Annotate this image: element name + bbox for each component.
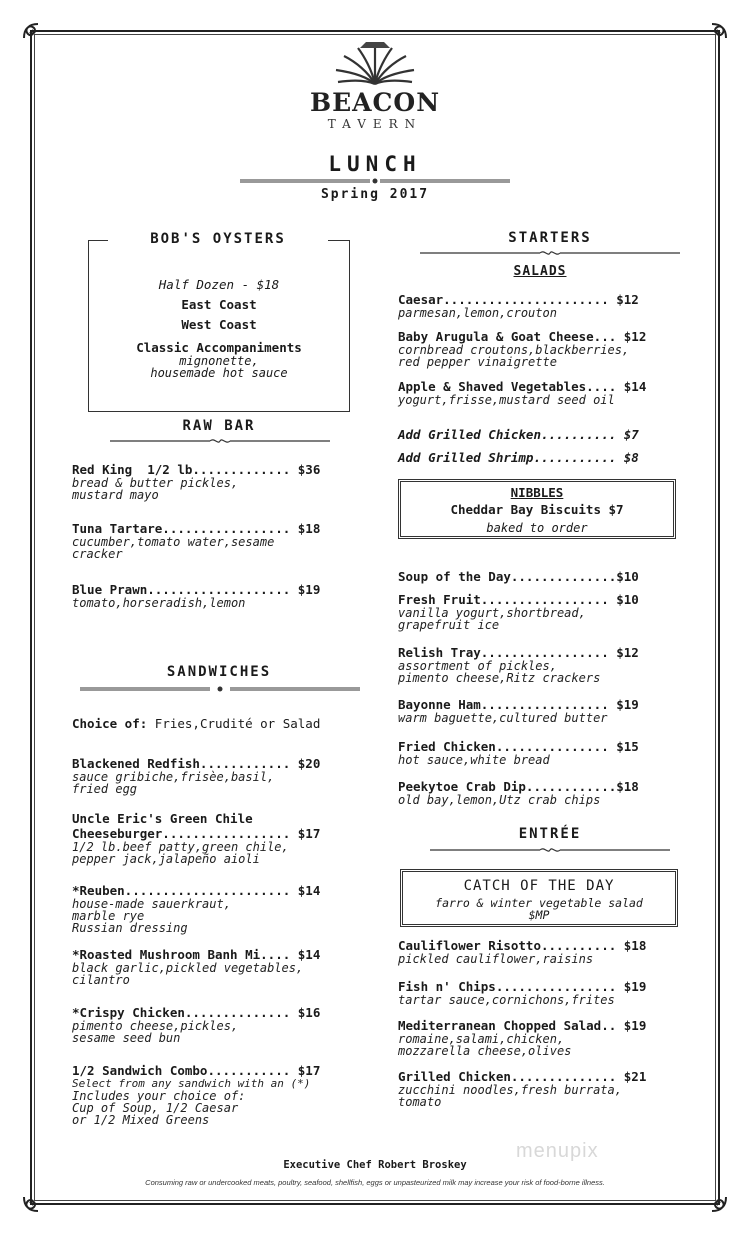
- entree-item: Grilled Chicken.............. $21 zucchini noodles,fresh burrata, tomato: [398, 1069, 647, 1109]
- catch-price: $MP: [528, 908, 550, 922]
- food-safety-note: Consuming raw or undercooked meats, poultry, seafood, shellfish, eggs or unpasteurized milk may increase your risk of food-borne illness.: [145, 1178, 605, 1187]
- sandwich-item: Uncle Eric's Green Chile Cheeseburger................. $17 1/2 lb.beef patty,green chile, pepper jack,jalapeño aioli: [72, 811, 321, 866]
- raw-bar-item: Blue Prawn................... $19 tomato,horseradish,lemon: [72, 582, 321, 610]
- entree-item: Mediterranean Chopped Salad.. $19 romaine,salami,chicken, mozzarella cheese,olives: [398, 1018, 647, 1058]
- sandwich-combo: 1/2 Sandwich Combo........... $17 Select from any sandwich with an (*) Includes your choice of: Cup of Soup, 1/2 Caesar or 1/2 Mixed Greens: [72, 1063, 321, 1127]
- starter-item: Peekytoe Crab Dip............$18 old bay,lemon,Utz crab chips: [398, 779, 639, 807]
- starter-item: Fried Chicken............... $15 hot sauce,white bread: [398, 739, 639, 767]
- raw-bar-item: Tuna Tartare................. $18 cucumber,tomato water,sesame cracker: [72, 521, 321, 561]
- raw-bar-flourish-icon: [110, 436, 330, 446]
- brand-name: BEACON: [309, 88, 441, 117]
- entree-item: Cauliflower Risotto.......... $18 pickled cauliflower,raisins: [398, 938, 647, 966]
- starter-item: Soup of the Day..............$10: [398, 569, 639, 584]
- nibbles-desc: baked to order: [486, 521, 588, 535]
- raw-bar-title: RAW BAR: [182, 418, 256, 434]
- beacon-fan-icon: [330, 40, 420, 86]
- sandwich-choice: Choice of: Fries,Crudité or Salad: [72, 716, 321, 731]
- watermark: menupix: [516, 1140, 599, 1162]
- starter-item: Bayonne Ham................. $19 warm baguette,cultured butter: [398, 697, 639, 725]
- sandwich-item: *Crispy Chicken.............. $16 pimento cheese,pickles, sesame seed bun: [72, 1005, 321, 1045]
- executive-chef: Executive Chef Robert Broskey: [283, 1159, 467, 1171]
- add-shrimp: Add Grilled Shrimp........... $8: [398, 450, 639, 465]
- sandwiches-title: SANDWICHES: [166, 664, 272, 680]
- oysters-west: West Coast: [181, 317, 257, 332]
- sandwich-item: *Reuben...................... $14 house-made sauerkraut, marble rye Russian dressing: [72, 883, 321, 935]
- logo: [300, 40, 450, 131]
- corner-ornament-icon: [692, 18, 732, 58]
- title-flourish-icon: [240, 176, 510, 186]
- menu-season: Spring 2017: [320, 187, 430, 202]
- catch-title: CATCH OF THE DAY: [463, 878, 615, 894]
- nibbles-item: Cheddar Bay Biscuits $7: [450, 502, 624, 517]
- entree-flourish-icon: [430, 845, 670, 855]
- corner-ornament-icon: [18, 18, 58, 58]
- oysters-acc-line1: mignonette,: [179, 354, 259, 368]
- oysters-price: Half Dozen - $18: [158, 277, 280, 292]
- raw-bar-item: Red King 1/2 lb............. $36 bread & butter pickles, mustard mayo: [72, 462, 321, 502]
- sandwiches-flourish-icon: [80, 684, 360, 694]
- oysters-acc-line2: housemade hot sauce: [150, 366, 288, 380]
- salad-item: Baby Arugula & Goat Cheese... $12 cornbread croutons,blackberries, red pepper vinaigrette: [398, 329, 647, 369]
- entree-title: ENTRÉE: [518, 826, 582, 842]
- salad-item: Apple & Shaved Vegetables.... $14 yogurt,frisse,mustard seed oil: [398, 379, 647, 407]
- oysters-east: East Coast: [181, 297, 257, 312]
- brand-subtitle: TAVERN: [327, 117, 423, 131]
- salads-title: SALADS: [513, 264, 567, 279]
- add-chicken: Add Grilled Chicken.......... $7: [398, 427, 639, 442]
- starter-item: Relish Tray................. $12 assortment of pickles, pimento cheese,Ritz crackers: [398, 645, 639, 685]
- salad-item: Caesar...................... $12 parmesan,lemon,crouton: [398, 292, 639, 320]
- sandwich-item: *Roasted Mushroom Banh Mi.... $14 black garlic,pickled vegetables, cilantro: [72, 947, 321, 987]
- catch-desc: farro & winter vegetable salad: [435, 896, 643, 910]
- starters-flourish-icon: [420, 248, 680, 258]
- menu-title: LUNCH: [328, 152, 422, 176]
- sandwich-item: Blackened Redfish............ $20 sauce gribiche,frisèe,basil, fried egg: [72, 756, 321, 796]
- starters-title: STARTERS: [508, 230, 592, 246]
- starter-item: Fresh Fruit................. $10 vanilla yogurt,shortbread, grapefruit ice: [398, 592, 639, 632]
- oysters-accompaniments: Classic Accompaniments: [136, 340, 302, 355]
- nibbles-title: NIBBLES: [510, 485, 564, 500]
- entree-item: Fish n' Chips................ $19 tartar sauce,cornichons,frites: [398, 979, 647, 1007]
- oysters-title: BOB'S OYSTERS: [108, 231, 328, 247]
